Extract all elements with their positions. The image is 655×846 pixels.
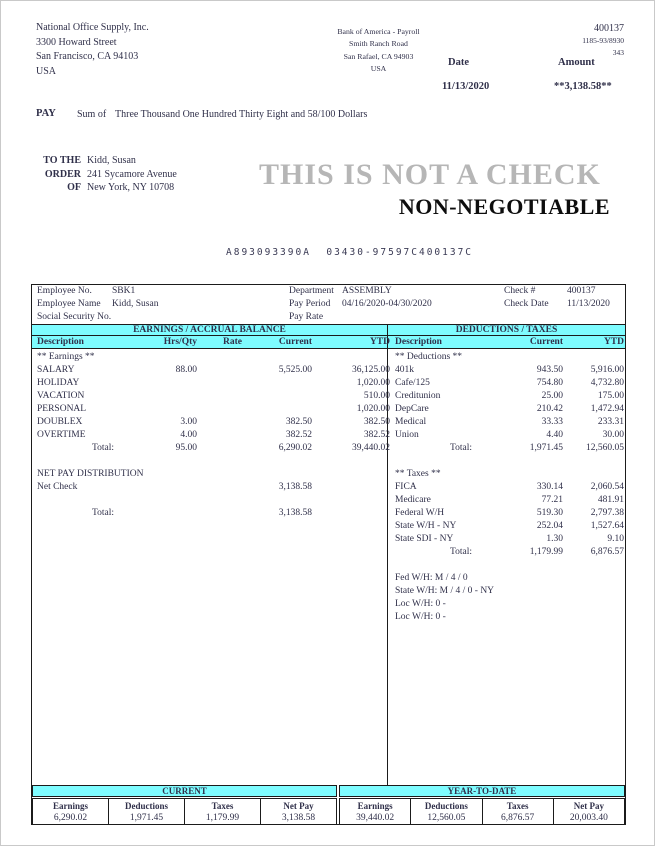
deductions-cell-desc: Creditunion <box>395 391 441 401</box>
deductions-cell-ytd: 4,732.80 <box>590 378 624 388</box>
check-no-label: Check # <box>504 286 536 296</box>
deductions-cell-ytd: 233.31 <box>597 417 624 427</box>
earnings-section-title: EARNINGS / ACCRUAL BALANCE <box>32 325 388 335</box>
earnings-header-rate: Rate <box>223 337 242 347</box>
deductions-row <box>388 442 625 455</box>
pay-stub-table <box>31 284 626 825</box>
deductions-row <box>388 364 625 377</box>
deductions-cell-cur <box>493 611 563 624</box>
summary-current-cells <box>32 798 337 825</box>
earnings-cell-rate <box>197 429 242 442</box>
earnings-cell-desc: Net Check <box>37 482 78 492</box>
earnings-cell-desc: HOLIDAY <box>37 378 80 388</box>
branch-code: 343 <box>612 47 624 57</box>
earnings-cell-ytd: 382.50 <box>363 417 390 427</box>
check-number: 400137 <box>594 23 624 34</box>
deductions-cell-cur <box>493 455 563 468</box>
deductions-row <box>388 416 625 429</box>
earnings-cell-desc: Total: <box>92 508 115 518</box>
earnings-cell-cur <box>242 377 312 390</box>
amount-in-words: Three Thousand One Hundred Thirty Eight and 58/100 Dollars <box>115 109 368 120</box>
summary-current-cell <box>261 799 336 824</box>
bank-address-block <box>301 26 456 75</box>
earnings-row <box>32 481 387 494</box>
deductions-cell-ytd: 481.91 <box>597 495 624 505</box>
deductions-cell-cur <box>493 572 563 585</box>
payee-label-line3: OF <box>67 182 81 193</box>
deductions-cell-cur: 210.42 <box>536 404 563 414</box>
earnings-row <box>32 507 387 520</box>
employee-info-row-2 <box>32 298 625 311</box>
earnings-row <box>32 429 390 442</box>
deductions-cell-cur <box>493 598 563 611</box>
deductions-row <box>388 572 625 585</box>
summary-current-value: 1,179.99 <box>205 813 240 823</box>
deductions-cell-ytd <box>563 611 624 624</box>
bank-country: USA <box>370 63 387 73</box>
deductions-cell-cur <box>493 468 563 481</box>
earnings-cell-hrs: 3.00 <box>180 417 197 427</box>
deductions-row <box>388 390 625 403</box>
deductions-cell-desc <box>395 559 493 572</box>
earnings-row <box>32 442 390 455</box>
employer-address-block <box>36 21 149 79</box>
amount-label: Amount <box>558 57 595 68</box>
earnings-row <box>32 494 387 507</box>
earnings-cell-cur <box>242 403 312 416</box>
earnings-cell-rate <box>197 403 242 416</box>
earnings-cell-desc: PERSONAL <box>37 404 87 414</box>
deductions-row <box>388 481 625 494</box>
ssn-label: Social Security No. <box>37 312 112 322</box>
employee-no-value: SBK1 <box>112 286 136 296</box>
deductions-row <box>388 507 625 520</box>
deductions-header-ytd: YTD <box>603 337 624 347</box>
earnings-cell-cur: 382.50 <box>285 417 312 427</box>
column-header-bar <box>32 336 625 349</box>
earnings-header-current: Current <box>278 337 312 347</box>
deductions-cell-desc: Union <box>395 430 419 440</box>
deductions-cell-ytd <box>563 351 624 364</box>
summary-ytd-cell <box>340 799 411 824</box>
deductions-cell-desc: Loc W/H: 0 - <box>395 599 446 609</box>
pay-rate-value <box>342 311 504 324</box>
non-negotiable-text: NON-NEGOTIABLE <box>398 194 610 219</box>
earnings-cell-rate <box>197 416 242 429</box>
earnings-cell-ytd <box>312 468 390 481</box>
summary-current-value: 6,290.02 <box>53 813 88 823</box>
earnings-cell-cur <box>242 455 312 468</box>
employer-country: USA <box>36 65 57 77</box>
earnings-cell-cur: 3,138.58 <box>278 482 312 492</box>
summary-ytd-value: 6,876.57 <box>501 813 535 823</box>
check-date-value: 11/13/2020 <box>567 299 610 309</box>
deductions-cell-desc: Medicare <box>395 495 431 505</box>
routing-fraction: 1185-93/8930 <box>582 36 624 45</box>
earnings-cell-cur <box>242 494 312 507</box>
deductions-cell-cur <box>493 585 563 598</box>
deductions-cell-desc: State SDI - NY <box>395 534 454 544</box>
payee-label-line2: ORDER <box>44 168 81 180</box>
earnings-cell-rate <box>197 351 242 364</box>
deductions-cell-desc: DepCare <box>395 404 429 414</box>
deductions-taxes-column <box>388 349 625 785</box>
earnings-cell-hrs <box>142 481 197 494</box>
earnings-cell-hrs <box>142 507 197 520</box>
earnings-row <box>32 416 390 429</box>
earnings-cell-cur: 6,290.02 <box>278 443 312 453</box>
summary-ytd-cells <box>339 798 625 825</box>
check-number-block <box>582 22 624 58</box>
summary-current-label: Net Pay <box>283 801 314 811</box>
earnings-cell-cur: 382.52 <box>285 430 312 440</box>
earnings-cell-cur <box>242 351 312 364</box>
summary-ytd-title: YEAR-TO-DATE <box>339 785 625 797</box>
earnings-cell-rate <box>197 364 242 377</box>
summary-current-cell <box>109 799 185 824</box>
employee-name-value: Kidd, Susan <box>112 299 159 309</box>
deductions-cell-ytd: 6,876.57 <box>590 547 624 557</box>
ssn-value <box>112 311 289 324</box>
earnings-cell-rate <box>197 507 242 520</box>
earnings-cell-rate <box>197 468 242 481</box>
earnings-cell-rate <box>197 481 242 494</box>
bank-city: San Rafael, CA 94903 <box>343 51 414 61</box>
deductions-cell-desc: 401k <box>395 365 414 375</box>
deductions-cell-ytd: 30.00 <box>602 430 624 440</box>
earnings-cell-desc: SALARY <box>37 365 75 375</box>
summary-ytd-value: 39,440.02 <box>356 813 395 823</box>
deductions-cell-ytd <box>563 572 624 585</box>
payee-label-line1: TO THE <box>43 155 81 166</box>
earnings-cell-ytd <box>312 507 390 520</box>
summary-current-label: Deductions <box>124 801 168 811</box>
earnings-cell-hrs <box>142 468 197 481</box>
earnings-cell-hrs <box>142 351 197 364</box>
deductions-cell-desc: State W/H: M / 4 / 0 - NY <box>395 586 495 596</box>
summary-ytd-value: 20,003.40 <box>569 813 608 823</box>
deductions-cell-desc: ** Deductions ** <box>395 352 463 362</box>
summary-current-label: Taxes <box>211 801 234 811</box>
earnings-cell-ytd <box>312 494 390 507</box>
deductions-row <box>388 351 625 364</box>
earnings-row <box>32 403 390 416</box>
earnings-row <box>32 351 387 364</box>
deductions-cell-ytd <box>563 455 624 468</box>
deductions-row <box>388 520 625 533</box>
earnings-column <box>32 349 388 785</box>
earnings-cell-desc: OVERTIME <box>37 430 86 440</box>
summary-ytd-label: Earnings <box>357 801 393 811</box>
check-no-value: 400137 <box>567 286 596 296</box>
deductions-cell-desc: ** Taxes ** <box>395 469 441 479</box>
deductions-cell-ytd: 12,560.05 <box>586 443 624 453</box>
deductions-cell-cur: 1,971.45 <box>529 443 563 453</box>
check-date-label: Check Date <box>504 299 549 309</box>
earnings-cell-desc: DOUBLEX <box>37 417 83 427</box>
section-title-bar <box>32 324 625 336</box>
earnings-cell-cur <box>242 390 312 403</box>
summary-current-cell <box>185 799 261 824</box>
earnings-cell-hrs: 88.00 <box>175 365 197 375</box>
deductions-row <box>388 429 625 442</box>
deductions-cell-desc: Total: <box>450 547 473 557</box>
earnings-cell-rate <box>197 390 242 403</box>
earnings-cell-desc: VACATION <box>37 391 85 401</box>
deductions-header-current: Current <box>529 337 563 347</box>
employee-no-label: Employee No. <box>37 286 92 296</box>
summary-ytd-value: 12,560.05 <box>427 813 466 823</box>
earnings-column-headers <box>32 336 388 348</box>
summary-current-label: Earnings <box>52 801 88 811</box>
bank-street: Smith Ranch Road <box>349 39 408 49</box>
earnings-cell-ytd <box>312 351 390 364</box>
earnings-cell-hrs: 95.00 <box>175 443 197 453</box>
deductions-section-title: DEDUCTIONS / TAXES <box>455 325 558 335</box>
deductions-row <box>388 585 625 598</box>
summary-ytd-label: Net Pay <box>573 801 605 811</box>
deductions-column-headers <box>388 336 625 348</box>
deductions-cell-desc: FICA <box>395 482 417 492</box>
pay-period-value: 04/16/2020-04/30/2020 <box>342 299 432 309</box>
earnings-cell-ytd: 1,020.00 <box>356 378 390 388</box>
deductions-cell-cur: 77.21 <box>541 495 563 505</box>
payee-city: New York, NY 10708 <box>87 182 175 193</box>
deductions-header-description: Description <box>395 337 442 347</box>
sum-of-label: Sum of <box>77 109 107 120</box>
earnings-cell-desc: ** Earnings ** <box>37 352 95 362</box>
deductions-cell-ytd: 1,472.94 <box>590 404 624 414</box>
summary-current-title: CURRENT <box>32 785 337 797</box>
earnings-cell-hrs <box>142 455 197 468</box>
deductions-cell-cur: 519.30 <box>536 508 563 518</box>
deductions-cell-desc: Loc W/H: 0 - <box>395 612 446 622</box>
earnings-cell-ytd: 510.00 <box>363 391 390 401</box>
earnings-cell-ytd <box>312 481 390 494</box>
earnings-cell-rate <box>197 442 242 455</box>
summary-ytd-block <box>339 785 625 825</box>
deductions-cell-cur: 330.14 <box>536 482 563 492</box>
stub-body <box>32 349 625 785</box>
earnings-row <box>32 390 390 403</box>
deductions-cell-desc: Federal W/H <box>395 508 445 518</box>
micr-line: A893093390A 03430-97597C400137C <box>226 247 474 258</box>
deductions-cell-cur: 943.50 <box>536 365 563 375</box>
not-a-check-watermark: THIS IS NOT A CHECK <box>259 158 601 191</box>
department-label: Department <box>289 286 334 296</box>
earnings-cell-cur: 3,138.58 <box>278 508 312 518</box>
deductions-cell-desc <box>395 455 493 468</box>
summary-ytd-cell <box>554 799 624 824</box>
deductions-cell-cur: 1.30 <box>546 534 563 544</box>
employee-name-label: Employee Name <box>37 299 101 309</box>
earnings-cell-rate <box>197 455 242 468</box>
employer-street: 3300 Howard Street <box>36 36 117 48</box>
deductions-cell-ytd: 1,527.64 <box>590 521 624 531</box>
deductions-cell-desc: Medical <box>395 417 427 427</box>
employee-info-row-3 <box>32 311 625 324</box>
earnings-cell-rate <box>197 377 242 390</box>
earnings-header-ytd: YTD <box>369 337 390 347</box>
deductions-cell-desc: Cafe/125 <box>395 378 430 388</box>
summary-current-value: 3,138.58 <box>281 813 316 823</box>
earnings-cell-ytd: 382.52 <box>363 430 390 440</box>
employee-info-row-1 <box>32 285 625 298</box>
payee-street: 241 Sycamore Avenue <box>87 168 177 180</box>
totals-summary <box>32 785 625 825</box>
employer-name: National Office Supply, Inc. <box>36 22 149 33</box>
deductions-cell-ytd: 5,916.00 <box>590 365 624 375</box>
earnings-cell-cur: 5,525.00 <box>278 365 312 375</box>
summary-ytd-label: Deductions <box>424 801 468 811</box>
employer-city: San Francisco, CA 94103 <box>36 51 139 62</box>
summary-ytd-label: Taxes <box>506 801 529 811</box>
earnings-cell-cur <box>242 468 312 481</box>
earnings-cell-desc <box>37 455 142 468</box>
earnings-cell-desc: NET PAY DISTRIBUTION <box>37 469 144 479</box>
summary-current-cell <box>33 799 109 824</box>
deductions-cell-ytd: 175.00 <box>597 391 624 401</box>
date-label: Date <box>448 57 469 68</box>
earnings-cell-ytd: 39,440.02 <box>352 443 390 453</box>
earnings-header-description: Description <box>37 337 84 347</box>
earnings-row <box>32 455 387 468</box>
deductions-cell-ytd: 2,060.54 <box>590 482 624 492</box>
bank-name: Bank of America - Payroll <box>337 27 420 36</box>
to-the-order-of-label <box>31 154 81 195</box>
date-value: 11/13/2020 <box>442 81 490 92</box>
summary-current-block <box>32 785 337 825</box>
earnings-row <box>32 377 390 390</box>
deductions-cell-cur: 33.33 <box>541 417 563 427</box>
pay-rate-label: Pay Rate <box>289 312 324 322</box>
deductions-cell-ytd <box>563 585 624 598</box>
deductions-row <box>388 611 625 624</box>
deductions-cell-cur: 25.00 <box>541 391 563 401</box>
deductions-cell-cur <box>493 351 563 364</box>
deductions-row <box>388 377 625 390</box>
deductions-row <box>388 546 625 559</box>
earnings-header-hrsqty: Hrs/Qty <box>163 337 197 347</box>
deductions-row <box>388 533 625 546</box>
deductions-cell-ytd <box>563 598 624 611</box>
pay-label: PAY <box>36 108 56 119</box>
deductions-cell-cur: 754.80 <box>536 378 563 388</box>
earnings-cell-ytd <box>312 455 390 468</box>
deductions-row <box>388 598 625 611</box>
deductions-cell-cur: 4.40 <box>546 430 563 440</box>
earnings-cell-hrs <box>142 403 197 416</box>
deductions-row <box>388 559 625 572</box>
earnings-cell-rate <box>197 494 242 507</box>
summary-current-value: 1,971.45 <box>129 813 164 823</box>
earnings-cell-hrs <box>142 377 197 390</box>
pay-period-label: Pay Period <box>289 299 331 309</box>
payee-name: Kidd, Susan <box>87 155 136 166</box>
deductions-row <box>388 468 625 481</box>
earnings-row <box>32 364 390 377</box>
deductions-row <box>388 494 625 507</box>
deductions-cell-cur <box>493 559 563 572</box>
earnings-cell-ytd: 1,020.00 <box>356 404 390 414</box>
earnings-cell-hrs: 4.00 <box>180 430 197 440</box>
summary-ytd-cell <box>411 799 482 824</box>
amount-value: **3,138.58** <box>554 81 612 92</box>
earnings-cell-ytd: 36,125.00 <box>352 365 390 375</box>
deductions-cell-cur: 1,179.99 <box>529 547 563 557</box>
payee-address-block <box>87 154 177 195</box>
deductions-cell-ytd: 2,797.38 <box>590 508 624 518</box>
earnings-cell-desc <box>37 494 142 507</box>
deductions-row <box>388 403 625 416</box>
earnings-row <box>32 468 387 481</box>
deductions-cell-ytd: 9.10 <box>607 534 624 544</box>
deductions-cell-desc: State W/H - NY <box>395 521 457 531</box>
deductions-cell-desc: Total: <box>450 443 473 453</box>
deductions-cell-ytd <box>563 468 624 481</box>
summary-ytd-cell <box>483 799 554 824</box>
deductions-row <box>388 455 625 468</box>
department-value: ASSEMBLY <box>342 286 392 296</box>
earnings-cell-desc: Total: <box>92 443 115 453</box>
earnings-cell-hrs <box>142 390 197 403</box>
deductions-cell-cur: 252.04 <box>536 521 563 531</box>
deductions-cell-ytd <box>563 559 624 572</box>
deductions-cell-desc: Fed W/H: M / 4 / 0 <box>395 573 468 583</box>
earnings-cell-hrs <box>142 494 197 507</box>
